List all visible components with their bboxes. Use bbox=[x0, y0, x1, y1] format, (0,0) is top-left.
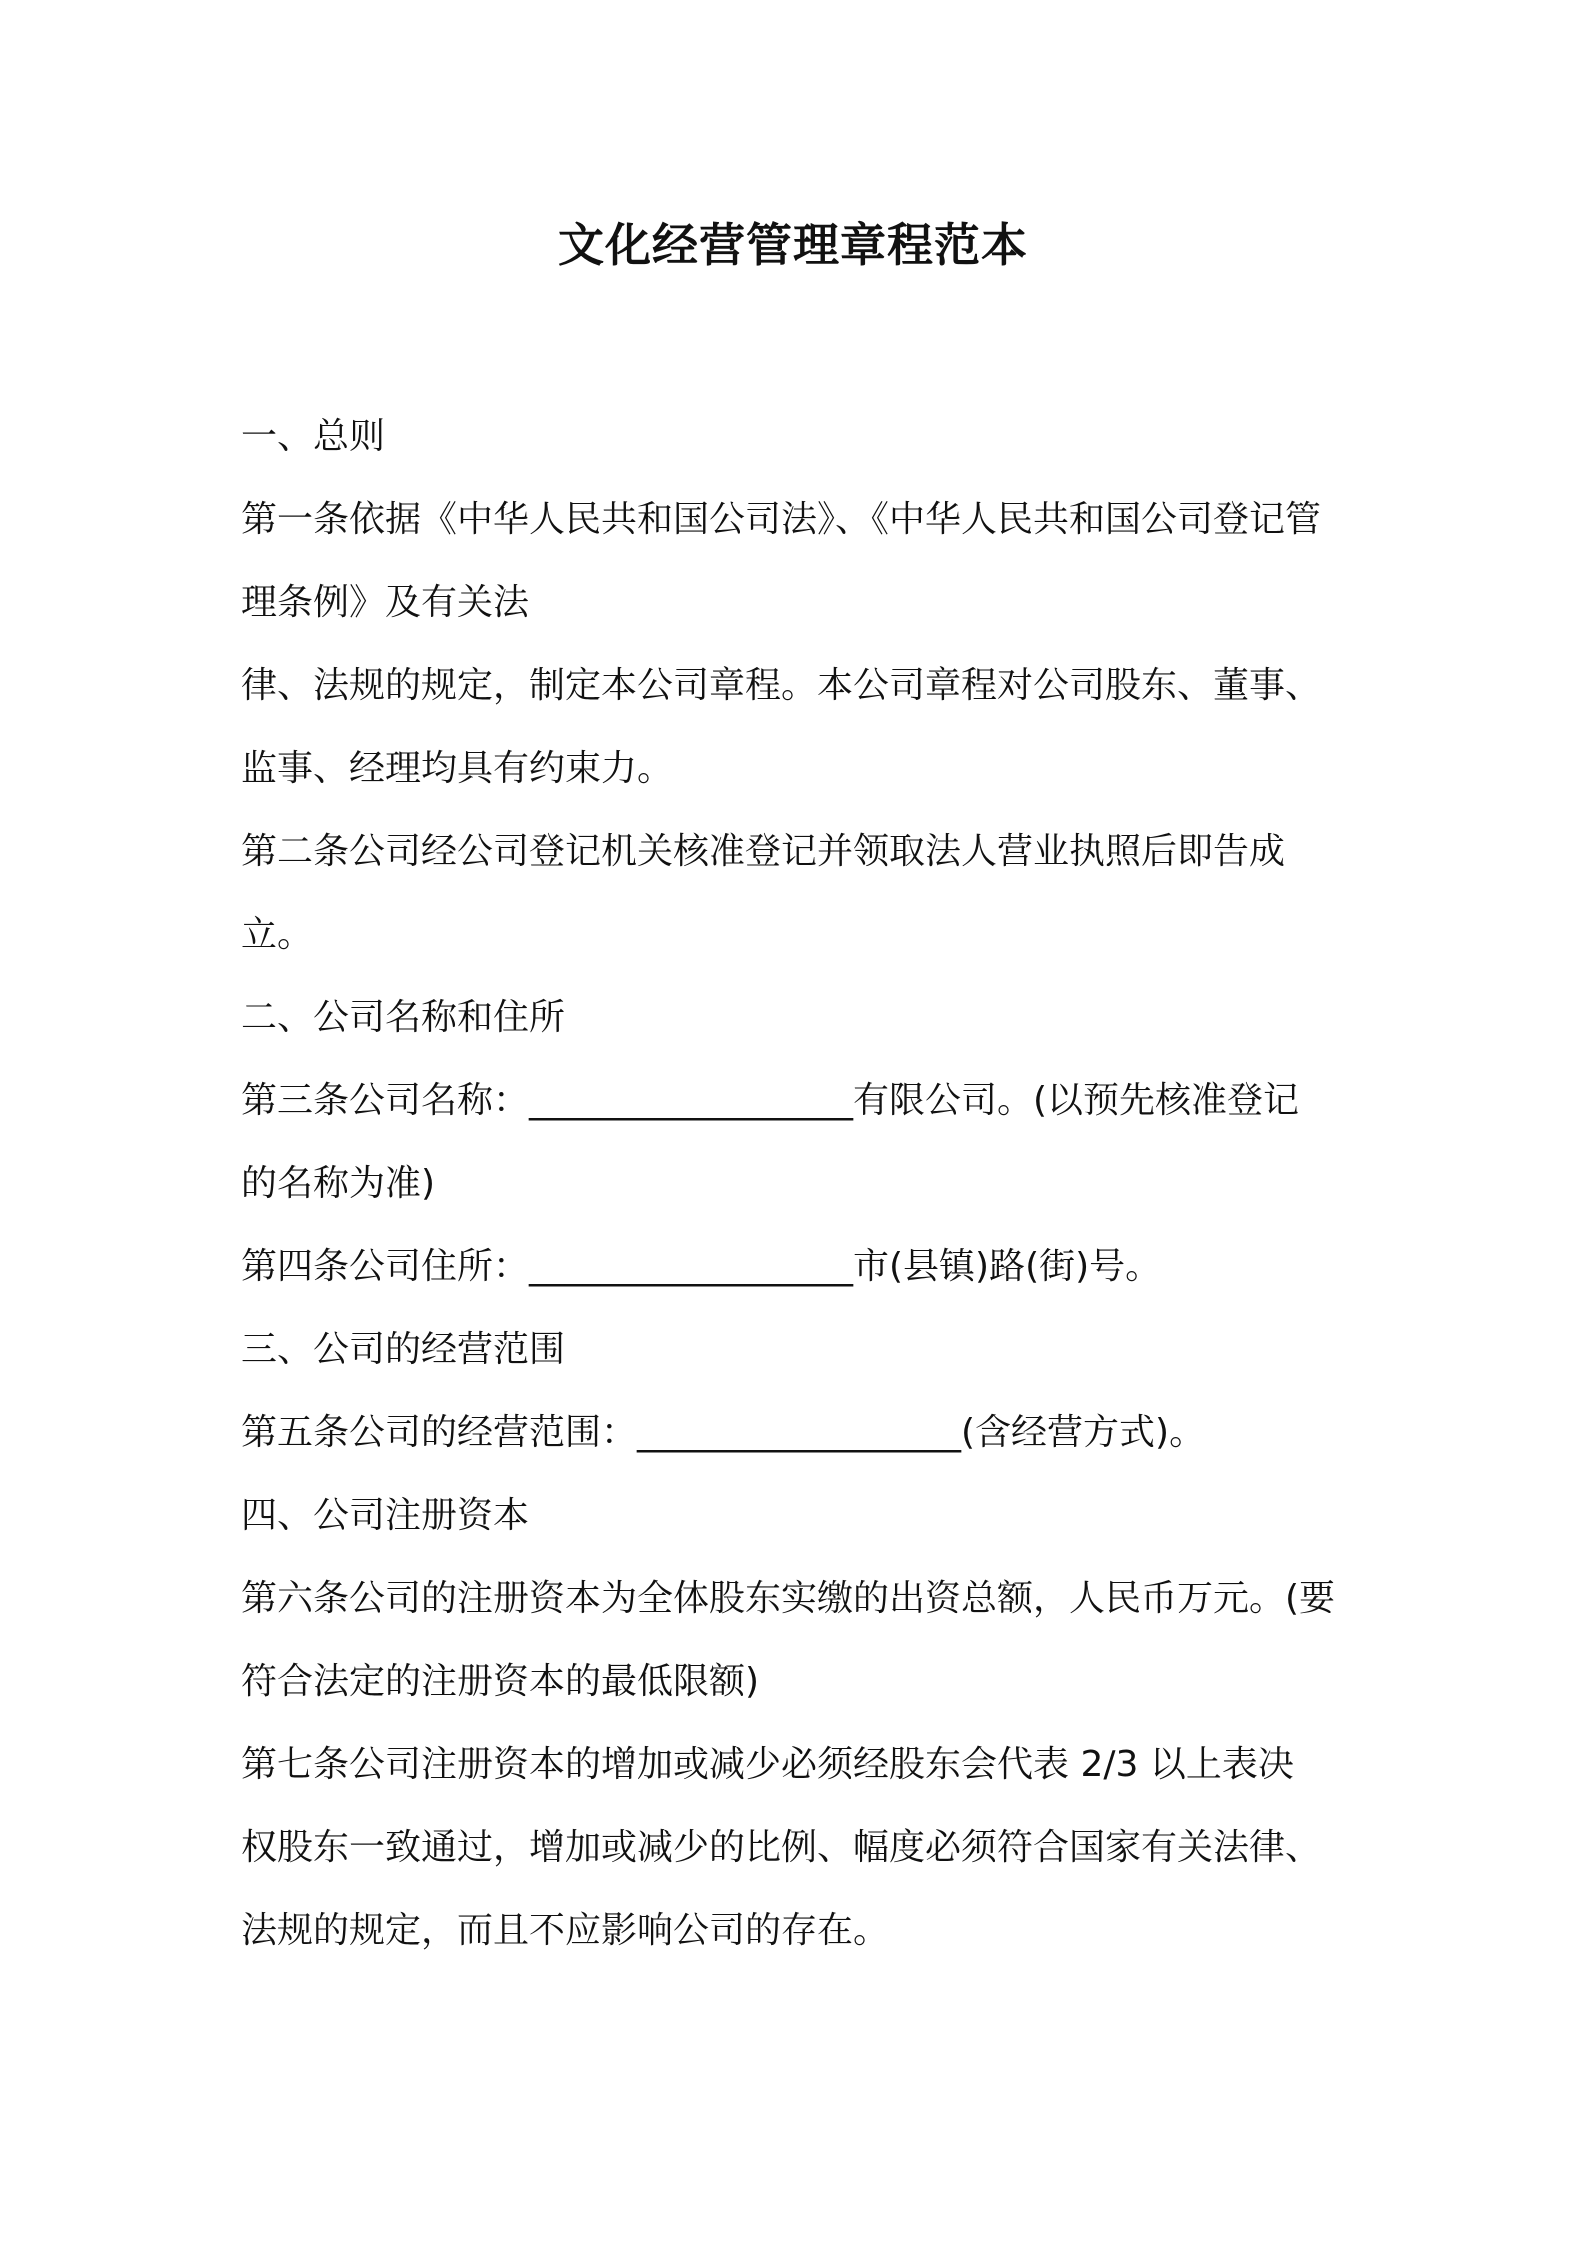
article-1-line-1: 第一条依据《中华人民共和国公司法》、《中华人民共和国公司登记管 bbox=[241, 499, 1322, 540]
article-2-line-2: 立。 bbox=[241, 914, 314, 955]
document-title: 文化经营管理章程范本 bbox=[558, 218, 1028, 272]
article-7-line-3: 法规的规定，而且不应影响公司的存在。 bbox=[241, 1910, 890, 1951]
article-6-line-1: 第六条公司的注册资本为全体股东实缴的出资总额，人民币万元。(要 bbox=[241, 1578, 1336, 1619]
article-4-line-1: 第四条公司住所：__________________市(县镇)路(街)号。 bbox=[241, 1246, 1162, 1287]
article-1-line-4: 监事、经理均具有约束力。 bbox=[241, 748, 674, 789]
section-heading-registered-capital: 四、公司注册资本 bbox=[241, 1495, 530, 1536]
article-5-line-1: 第五条公司的经营范围：__________________(含经营方式)。 bbox=[241, 1412, 1206, 1453]
section-heading-general: 一、总则 bbox=[241, 416, 386, 457]
article-1-line-2: 理条例》及有关法 bbox=[241, 582, 530, 623]
section-heading-name-address: 二、公司名称和住所 bbox=[241, 997, 566, 1038]
article-1-line-3: 律、法规的规定，制定本公司章程。本公司章程对公司股东、董事、 bbox=[241, 665, 1322, 706]
article-7-line-2: 权股东一致通过，增加或减少的比例、幅度必须符合国家有关法律、 bbox=[241, 1827, 1322, 1868]
document-body bbox=[241, 395, 1356, 1972]
article-3-line-2: 的名称为准) bbox=[241, 1163, 436, 1204]
article-7-line-1: 第七条公司注册资本的增加或减少必须经股东会代表 2/3 以上表决 bbox=[241, 1744, 1294, 1785]
article-2-line-1: 第二条公司经公司登记机关核准登记并领取法人营业执照后即告成 bbox=[241, 831, 1286, 872]
article-6-line-2: 符合法定的注册资本的最低限额) bbox=[241, 1661, 760, 1702]
section-heading-business-scope: 三、公司的经营范围 bbox=[241, 1329, 566, 1370]
article-3-line-1: 第三条公司名称：__________________有限公司。(以预先核准登记 bbox=[241, 1080, 1300, 1121]
